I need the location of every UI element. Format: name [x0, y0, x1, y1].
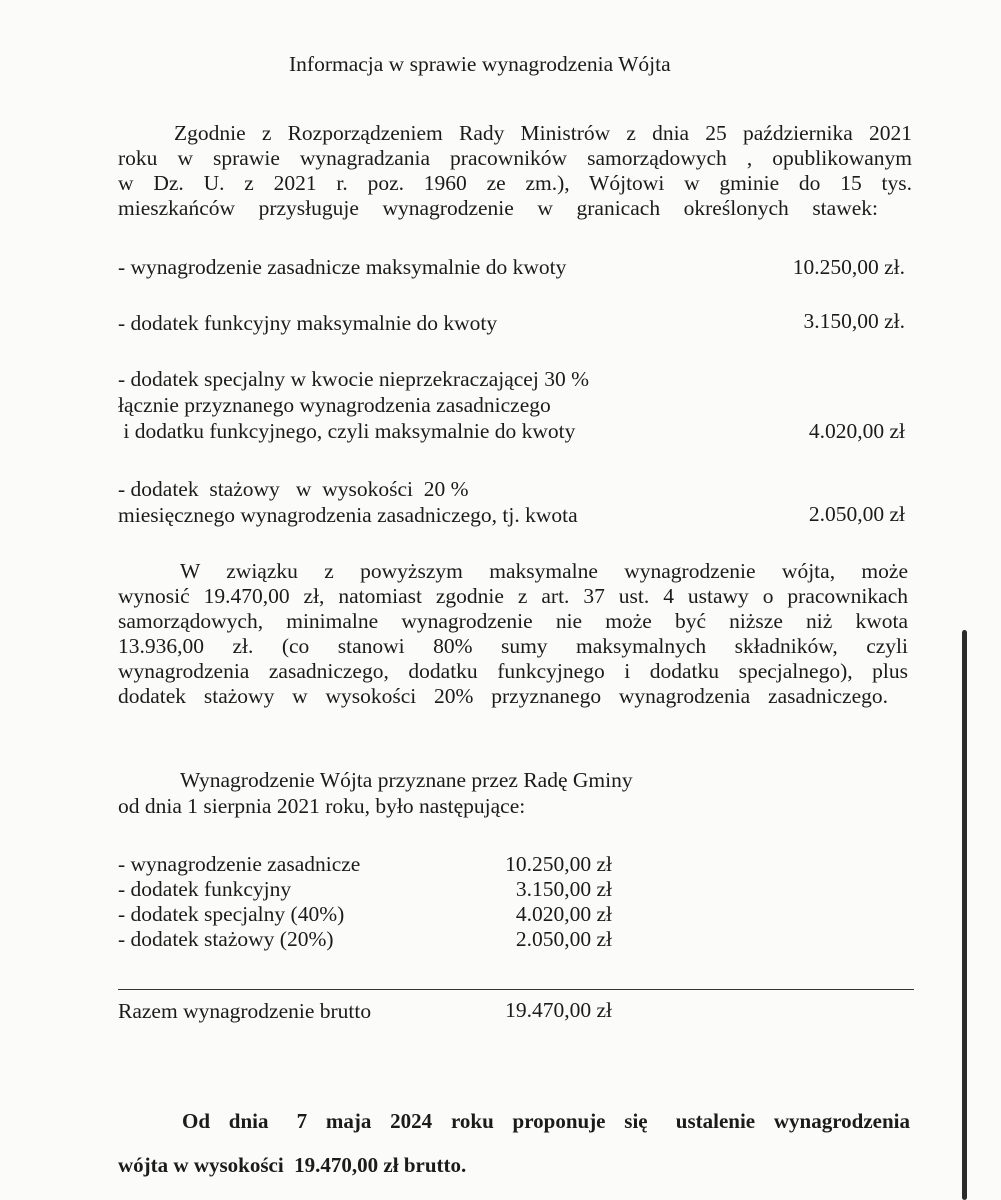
- rate-amount: 4.020,00 zł: [808, 419, 905, 443]
- rate-label: - dodatek funkcyjny maksymalnie do kwoty: [118, 311, 498, 335]
- paragraph-line: samorządowych, minimalne wynagrodzenie nie może być niższe niż kwota: [118, 609, 908, 633]
- document-title: Informacja w sprawie wynagrodzenia Wójta: [289, 52, 671, 76]
- rate-label: - wynagrodzenie zasadnicze maksymalnie do kwoty: [118, 255, 567, 279]
- paragraph-line: wynosić 19.470,00 zł, natomiast zgodnie z art. 37 ust. 4 ustawy o pracownikach: [118, 584, 908, 608]
- granted-item-amount: 2.050,00 zł: [515, 927, 612, 951]
- rate-label: - dodatek specjalny w kwocie nieprzekraczającej 30 %: [118, 367, 589, 391]
- rate-amount: 10.250,00 zł.: [792, 255, 905, 279]
- scrollbar[interactable]: [962, 630, 967, 1200]
- intro-line: w Dz. U. z 2021 r. poz. 1960 ze zm.), Wójtowi w gminie do 15 tys.: [118, 171, 912, 195]
- intro-line: Zgodnie z Rozporządzeniem Rady Ministrów z dnia 25 października 2021: [174, 121, 912, 145]
- intro-line: mieszkańców przysługuje wynagrodzenie w granicach określonych stawek:: [118, 196, 878, 220]
- intro-line: roku w sprawie wynagradzania pracowników samorządowych , opublikowanym: [118, 146, 912, 170]
- paragraph-line: dodatek stażowy w wysokości 20% przyznanego wynagrodzenia zasadniczego.: [118, 684, 888, 708]
- total-divider: [118, 989, 914, 990]
- rate-label: miesięcznego wynagrodzenia zasadniczego, tj. kwota: [118, 503, 578, 527]
- rate-amount: 3.150,00 zł.: [803, 309, 905, 333]
- granted-item-label: - dodatek specjalny (40%): [118, 902, 345, 926]
- granted-item-amount: 10.250,00 zł: [505, 852, 612, 876]
- rate-amount: 2.050,00 zł: [808, 502, 905, 526]
- granted-item-amount: 4.020,00 zł: [515, 902, 612, 926]
- granted-item-label: - wynagrodzenie zasadnicze: [118, 852, 361, 876]
- rate-label: i dodatku funkcyjnego, czyli maksymalnie do kwoty: [118, 419, 576, 443]
- total-label: Razem wynagrodzenie brutto: [118, 999, 372, 1023]
- granted-intro-line: Wynagrodzenie Wójta przyznane przez Radę Gminy: [180, 768, 633, 792]
- granted-intro-line: od dnia 1 sierpnia 2021 roku, było następujące:: [118, 794, 526, 818]
- proposal-line: wójta w wysokości 19.470,00 zł brutto.: [118, 1153, 467, 1177]
- granted-item-label: - dodatek stażowy (20%): [118, 927, 334, 951]
- granted-item-label: - dodatek funkcyjny: [118, 877, 292, 901]
- proposal-line: Od dnia 7 maja 2024 roku proponuje się ustalenie wynagrodzenia: [182, 1109, 910, 1133]
- paragraph-line: W związku z powyższym maksymalne wynagrodzenie wójta, może: [180, 559, 908, 583]
- granted-item-amount: 3.150,00 zł: [515, 877, 612, 901]
- paragraph-line: 13.936,00 zł. (co stanowi 80% sumy maksymalnych składników, czyli: [118, 634, 908, 658]
- total-amount: 19.470,00 zł: [505, 998, 612, 1022]
- paragraph-line: wynagrodzenia zasadniczego, dodatku funkcyjnego i dodatku specjalnego), plus: [118, 659, 908, 683]
- rate-label: - dodatek stażowy w wysokości 20 %: [118, 477, 469, 501]
- rate-label: łącznie przyznanego wynagrodzenia zasadniczego: [118, 393, 551, 417]
